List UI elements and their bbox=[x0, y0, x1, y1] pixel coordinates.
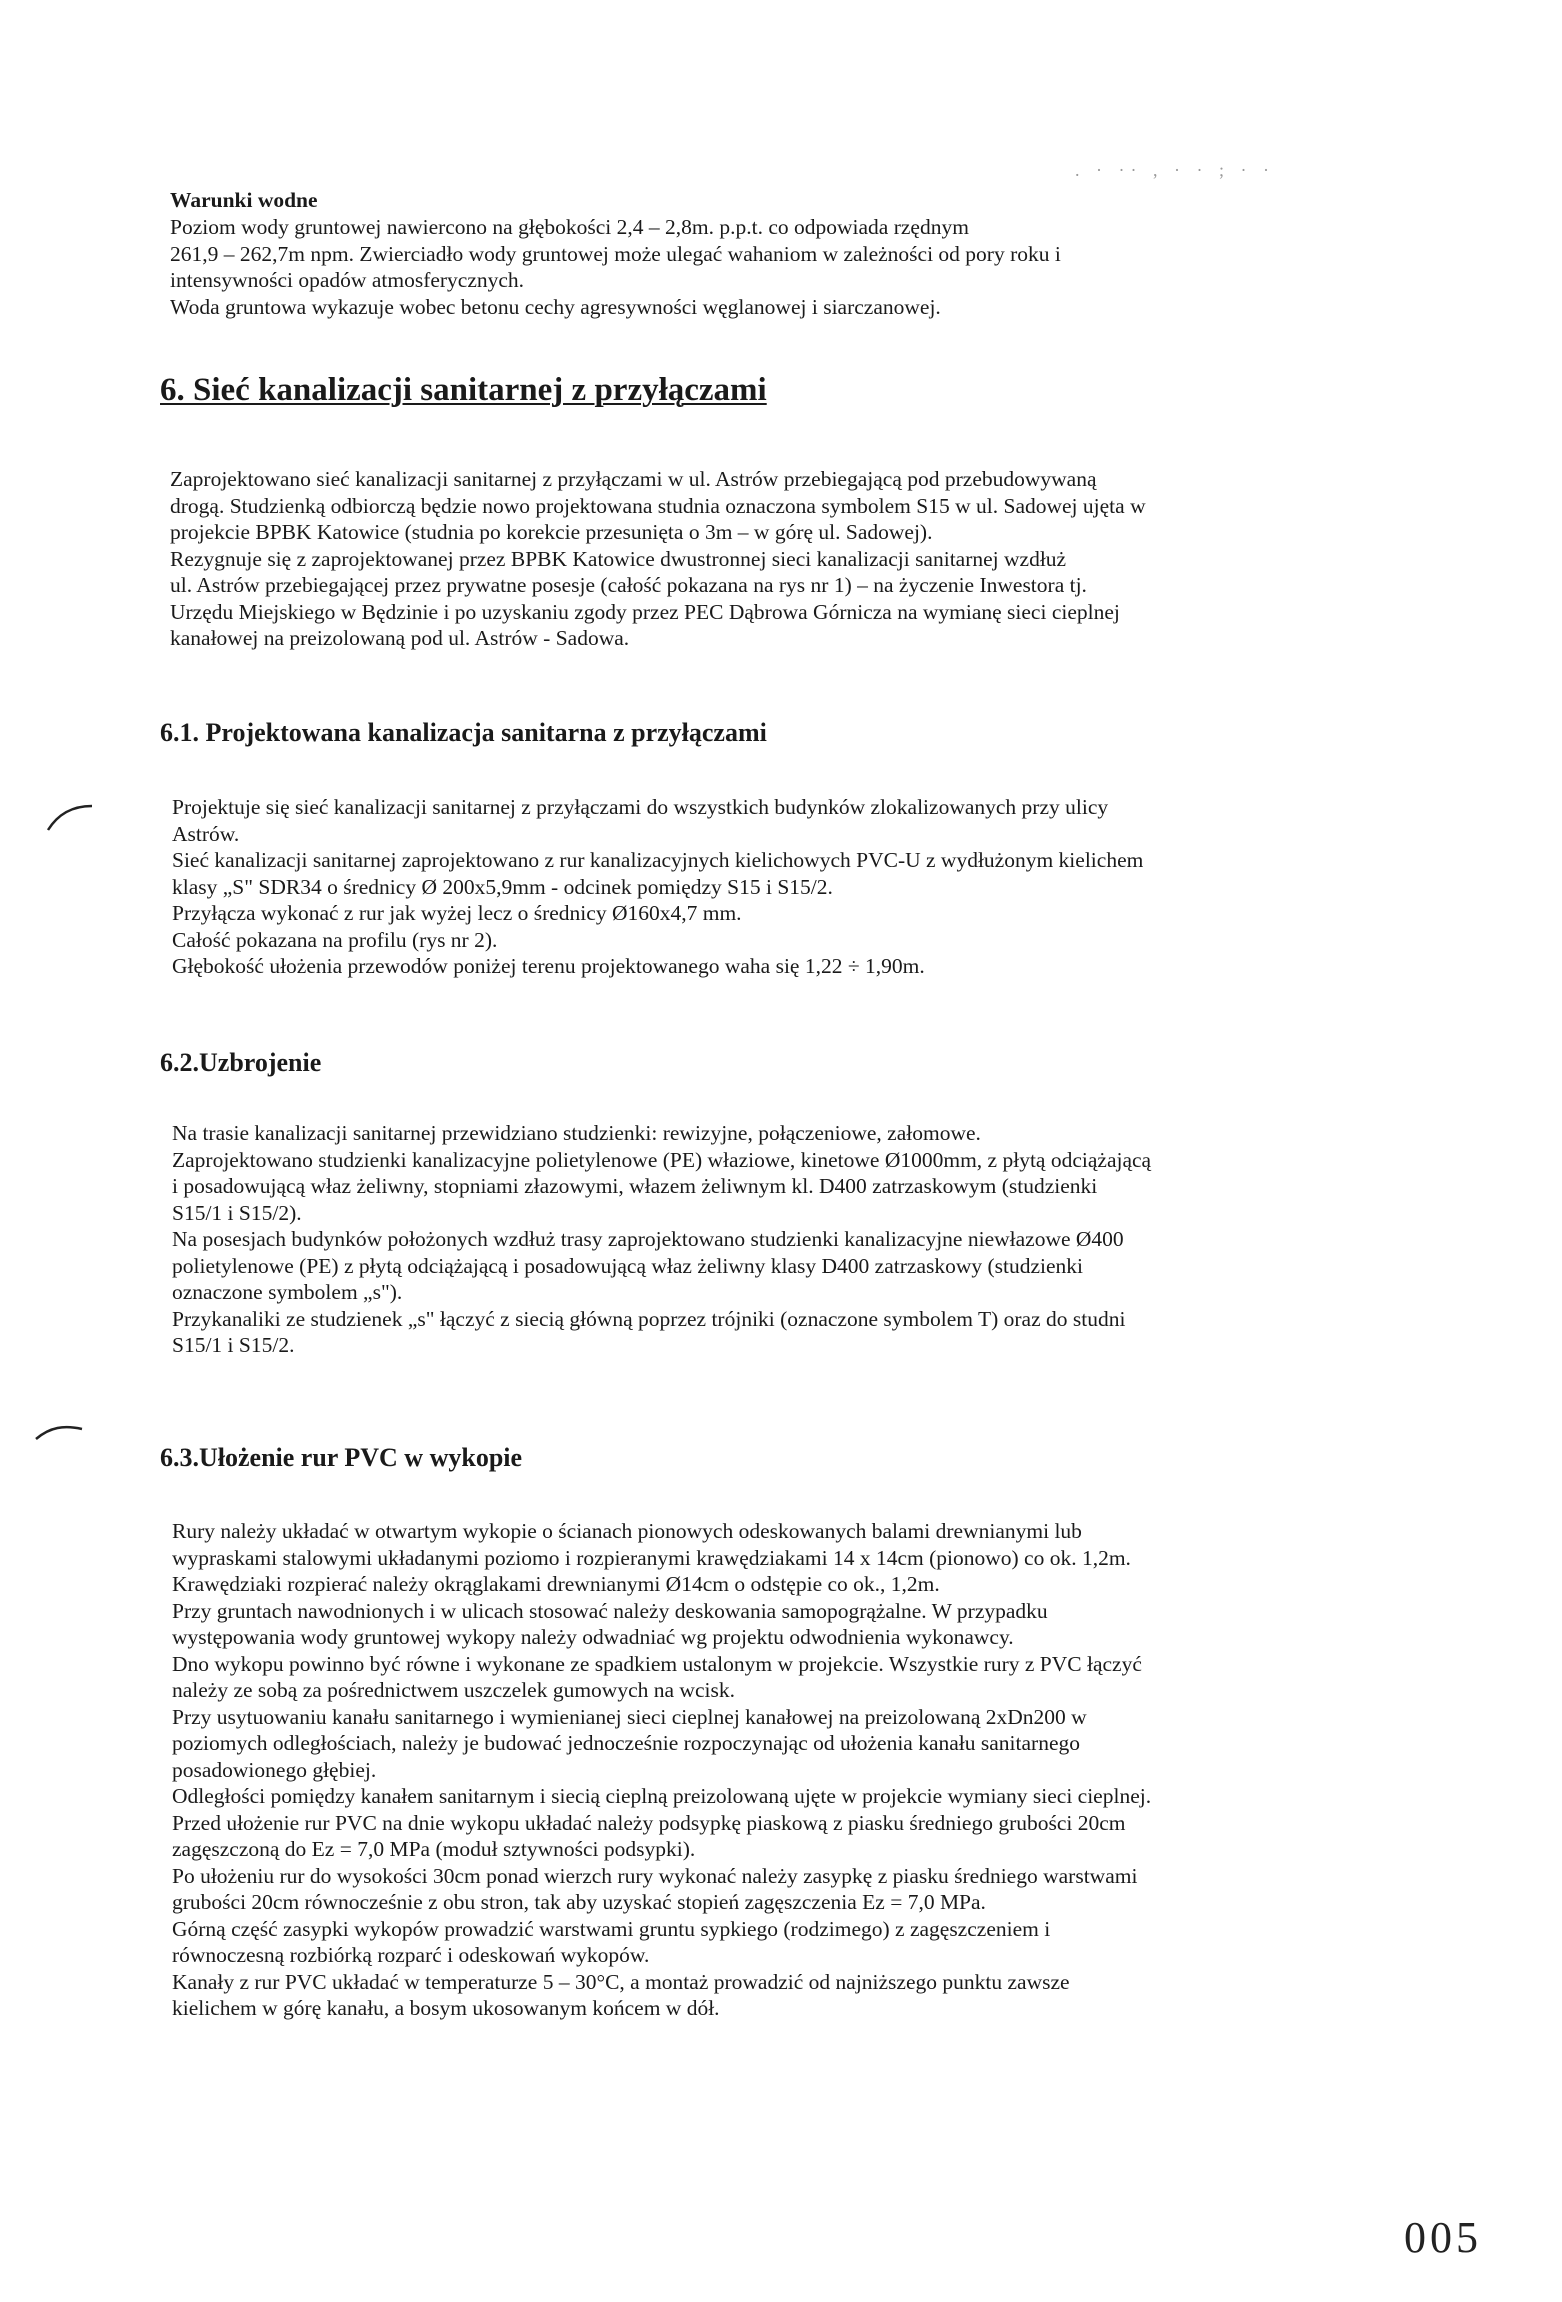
text-line: Rezygnuje się z zaprojektowanej przez BPBK Katowice dwustronnej sieci kanalizacji sanitarnej wzdłuż bbox=[170, 546, 1067, 571]
text-line: 261,9 – 262,7m npm. Zwierciadło wody gruntowej może ulegać wahaniom w zależności od pory roku i bbox=[170, 241, 1061, 266]
text-line: Sieć kanalizacji sanitarnej zaprojektowano z rur kanalizacyjnych kielichowych PVC-U z wydłużonym kielichem bbox=[172, 848, 1144, 872]
text-line: Przykanaliki ze studzienek „s" łączyć z siecią główną poprzez trójniki (oznaczone symbolem T) oraz do studni bbox=[172, 1306, 1126, 1331]
text-line: Na trasie kanalizacji sanitarnej przewidziano studzienki: rewizyjne, połączeniowe, załomowe. bbox=[172, 1121, 981, 1145]
text-line: kanałowej na preizolowaną pod ul. Astrów - Sadowa. bbox=[170, 626, 630, 650]
text-line: intensywności opadów atmosferycznych. bbox=[170, 268, 525, 292]
text-line: występowania wody gruntowej wykopy należy odwadniać wg projektu odwodnienia wykonawcy. bbox=[172, 1625, 1014, 1649]
text-line: Przed ułożenie rur PVC na dnie wykopu układać należy podsypkę piaskową z piasku średniego grubości 20cm bbox=[172, 1810, 1126, 1835]
text-line: posadowionego głębiej. bbox=[172, 1757, 377, 1782]
text-line: Rury należy układać w otwartym wykopie o ścianach pionowych odeskowanych balami drewnianymi lub bbox=[172, 1519, 1082, 1543]
text-line: Na posesjach budynków położonych wzdłuż trasy zaprojektowano studzienki kanalizacyjne niewłazowe Ø400 bbox=[172, 1227, 1124, 1251]
text-line: Po ułożeniu rur do wysokości 30cm ponad wierzch rury wykonać należy zasypkę z piasku średniego warstwami bbox=[172, 1863, 1138, 1888]
text-line: ul. Astrów przebiegającej przez prywatne posesje (całość pokazana na rys nr 1) – na życzenie Inwestora tj. bbox=[170, 573, 1087, 597]
text-line: Górną część zasypki wykopów prowadzić warstwami gruntu sypkiego (rodzimego) z zagęszczeniem i bbox=[172, 1916, 1051, 1941]
text-line: Zaprojektowano sieć kanalizacji sanitarnej z przyłączami w ul. Astrów przebiegającą pod przebudowywaną bbox=[170, 467, 1097, 491]
text-line: Poziom wody gruntowej nawiercono na głębokości 2,4 – 2,8m. p.p.t. co odpowiada rzędnym bbox=[170, 215, 969, 239]
section-6-paragraph bbox=[170, 466, 1146, 652]
section-6-2-heading: 6.2.Uzbrojenie bbox=[160, 1048, 322, 1077]
section-6-1-heading: 6.1. Projektowana kanalizacja sanitarna z przyłączami bbox=[160, 718, 767, 747]
page-number: 005 bbox=[1404, 2213, 1482, 2262]
text-line: należy ze sobą za pośrednictwem uszczelek gumowych na wcisk. bbox=[172, 1678, 735, 1702]
text-line: równoczesną rozbiórką rozparć i odeskowań wykopów. bbox=[172, 1943, 650, 1967]
section-6-3-heading: 6.3.Ułożenie rur PVC w wykopie bbox=[160, 1443, 523, 1472]
binder-hole-mark-bottom bbox=[30, 1415, 90, 1455]
warunki-paragraph bbox=[170, 214, 1061, 320]
section-6-3-paragraph bbox=[172, 1518, 1151, 2022]
warunki-heading: Warunki wodne bbox=[170, 188, 318, 212]
text-line: grubości 20cm równocześnie z obu stron, tak aby uzyskać stopień zagęszczenia Ez = 7,0 MPa. bbox=[172, 1890, 986, 1914]
text-line: Kanały z rur PVC układać w temperaturze 5 – 30°C, a montaż prowadzić od najniższego punktu zawsze bbox=[172, 1969, 1070, 1994]
text-line: Całość pokazana na profilu (rys nr 2). bbox=[172, 927, 498, 952]
text-line: zagęszczoną do Ez = 7,0 MPa (moduł sztywności podsypki). bbox=[172, 1837, 696, 1861]
text-line: poziomych odległościach, należy je budować jednocześnie rozpoczynając od ułożenia kanału sanitarnego bbox=[172, 1731, 1080, 1755]
section-6-1-paragraph bbox=[172, 794, 1143, 980]
section-6-2-paragraph bbox=[172, 1120, 1151, 1359]
text-line: oznaczone symbolem „s"). bbox=[172, 1280, 403, 1304]
text-line: Dno wykopu powinno być równe i wykonane ze spadkiem ustalonym w projekcie. Wszystkie rury z PVC łączyć bbox=[172, 1651, 1142, 1676]
text-line: Projektuje się sieć kanalizacji sanitarnej z przyłączami do wszystkich budynków zlokalizowanych przy ulicy bbox=[172, 795, 1109, 819]
text-line: klasy „S" SDR34 o średnicy Ø 200x5,9mm - odcinek pomiędzy S15 i S15/2. bbox=[172, 874, 833, 899]
text-line: S15/1 i S15/2). bbox=[172, 1200, 302, 1225]
text-line: i posadowującą właz żeliwny, stopniami złazowymi, włazem żeliwnym kl. D400 zatrzaskowym (studzienki bbox=[172, 1174, 1098, 1198]
text-line: Odległości pomiędzy kanałem sanitarnym i siecią cieplną preizolowaną ujęte w projekcie wymiany sieci cieplnej. bbox=[172, 1784, 1152, 1808]
text-line: S15/1 i S15/2. bbox=[172, 1333, 295, 1357]
text-line: projekcie BPBK Katowice (studnia po korekcie przesunięta o 3m – w górę ul. Sadowej). bbox=[170, 520, 933, 544]
text-line: Krawędziaki rozpierać należy okrąglakami drewnianymi Ø14cm o odstępie co ok., 1,2m. bbox=[172, 1572, 940, 1596]
text-line: Urzędu Miejskiego w Będzinie i po uzyskaniu zgody przez PEC Dąbrowa Górnicza na wymianę sieci cieplnej bbox=[170, 599, 1120, 624]
text-line: wypraskami stalowymi układanymi poziomo i rozpieranymi krawędziakami 14 x 14cm (pionowo) co ok. 1,2m. bbox=[172, 1545, 1131, 1570]
section-6-heading: 6. Sieć kanalizacji sanitarnej z przyłączami bbox=[160, 372, 767, 408]
text-line: Woda gruntowa wykazuje wobec betonu cechy agresywności węglanowej i siarczanowej. bbox=[170, 294, 941, 319]
text-line: Głębokość ułożenia przewodów poniżej terenu projektowanego waha się 1,22 ÷ 1,90m. bbox=[172, 954, 925, 978]
scan-noise: . · ·· , · · ; · · bbox=[1075, 160, 1275, 180]
text-line: Przy gruntach nawodnionych i w ulicach stosować należy deskowania samopogrążalne. W przypadku bbox=[172, 1598, 1048, 1623]
text-line: kielichem w górę kanału, a bosym ukosowanym końcem w dół. bbox=[172, 1996, 720, 2020]
text-line: Astrów. bbox=[172, 821, 240, 846]
text-line: drogą. Studzienką odbiorczą będzie nowo projektowana studnia oznaczona symbolem S15 w ul. Sadowej ujęta w bbox=[170, 493, 1146, 518]
binder-hole-mark-top bbox=[40, 800, 100, 840]
text-line: Zaprojektowano studzienki kanalizacyjne polietylenowe (PE) właziowe, kinetowe Ø1000mm, z płytą odciążającą bbox=[172, 1147, 1152, 1172]
text-line: Przy usytuowaniu kanału sanitarnego i wymienianej sieci cieplnej kanałowej na preizolowaną 2xDn200 w bbox=[172, 1704, 1087, 1729]
text-line: polietylenowe (PE) z płytą odciążającą i posadowującą właz żeliwny klasy D400 zatrzaskowy (studzienki bbox=[172, 1253, 1084, 1278]
text-line: Przyłącza wykonać z rur jak wyżej lecz o średnicy Ø160x4,7 mm. bbox=[172, 901, 742, 925]
